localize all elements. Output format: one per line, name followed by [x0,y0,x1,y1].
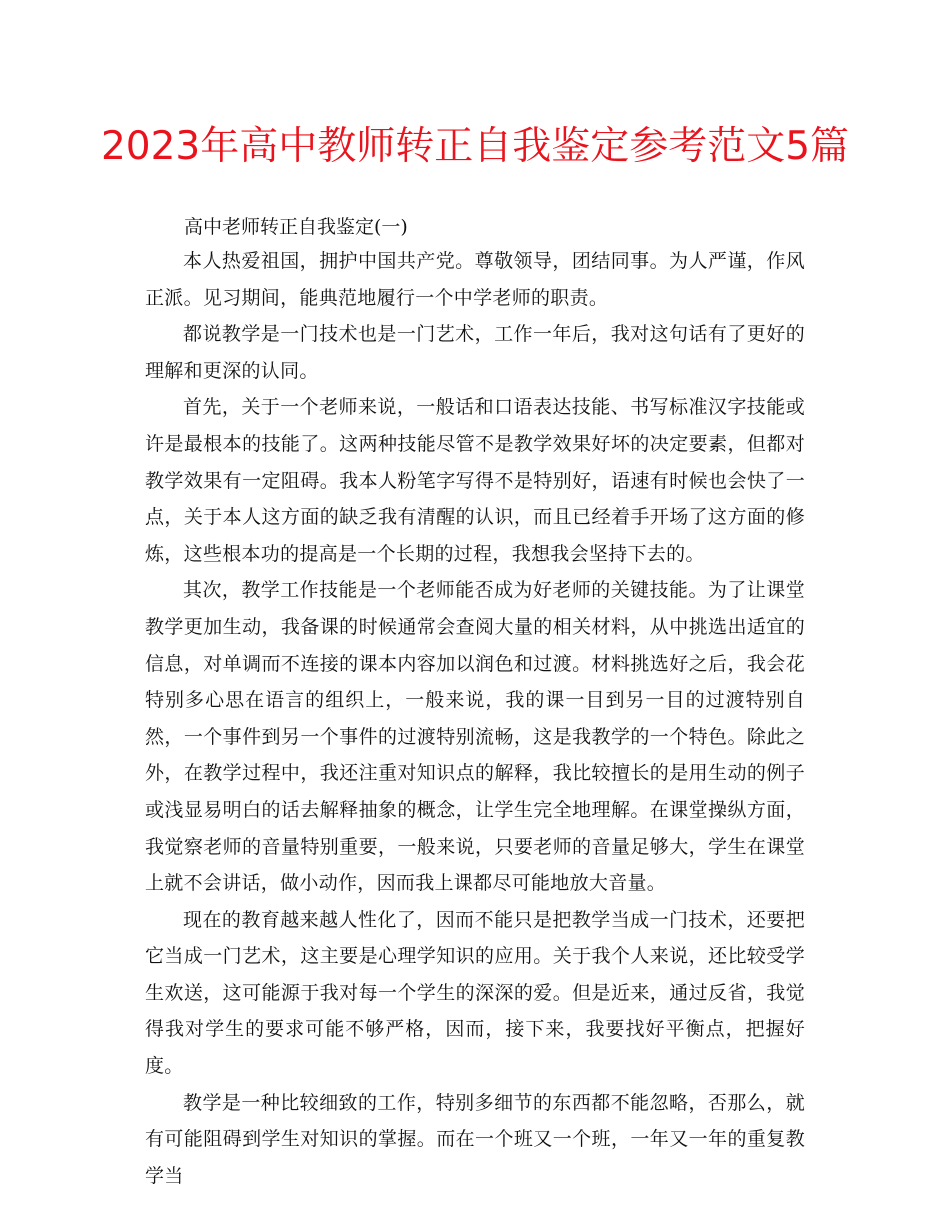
paragraph: 首先，关于一个老师来说，一般话和口语表达技能、书写标准汉字技能或许是最根本的技能了。这两种技能尽管不是教学效果好坏的决定要素，但都对教学效果有一定阻碍。我本人粉笔字写得不是特别好，语速有时候也会快了一点，关于本人这方面的缺乏我有清醒的认识，而且已经着手开场了这方面的修炼，这些根本功的提高是一个长期的过程，我想我会坚持下去的。 [145,396,805,565]
paragraph: 本人热爱祖国，拥护中国共产党。尊敬领导，团结同事。为人严谨，作风正派。见习期间，能典范地履行一个中学老师的职责。 [145,250,805,309]
paragraph: 现在的教育越来越人性化了，因而不能只是把教学当成一门技术，还要把它当成一门艺术，这主要是心理学知识的应用。关于我个人来说，还比较受学生欢送，这可能源于我对每一个学生的深深的爱。但是近来，通过反省，我觉得我对学生的要求可能不够严格，因而，接下来，我要找好平衡点，把握好度。 [145,908,805,1078]
document-body [145,243,805,1194]
paragraph: 教学是一种比较细致的工作，特别多细节的东西都不能忽略，否那么，就有可能阻碍到学生对知识的掌握。而在一个班又一个班，一年又一年的重复教学当 [145,1091,805,1187]
paragraph: 都说教学是一门技术也是一门艺术，工作一年后，我对这句话有了更好的理解和更深的认同。 [145,323,805,382]
paragraph: 其次，教学工作技能是一个老师能否成为好老师的关键技能。为了让课堂教学更加生动，我备课的时候通常会查阅大量的相关材料，从中挑选出适宜的信息，对单调而不连接的课本内容加以润色和过渡。材料挑选好之后，我会花特别多心思在语言的组织上，一般来说，我的课一目到另一目的过渡特别自然，一个事件到另一个事件的过渡特别流畅，这是我教学的一个特色。除此之外，在教学过程中，我还注重对知识点的解释，我比较擅长的是用生动的例子或浅显易明白的话去解释抽象的概念，让学生完全地理解。在课堂操纵方面，我觉察老师的音量特别重要，一般来说，只要老师的音量足够大，学生在课堂上就不会讲话，做小动作，因而我上课都尽可能地放大音量。 [145,579,805,895]
section-heading: 高中老师转正自我鉴定(一) [184,216,408,238]
document-title: 2023年高中教师转正自我鉴定参考范文5篇 [100,124,850,169]
